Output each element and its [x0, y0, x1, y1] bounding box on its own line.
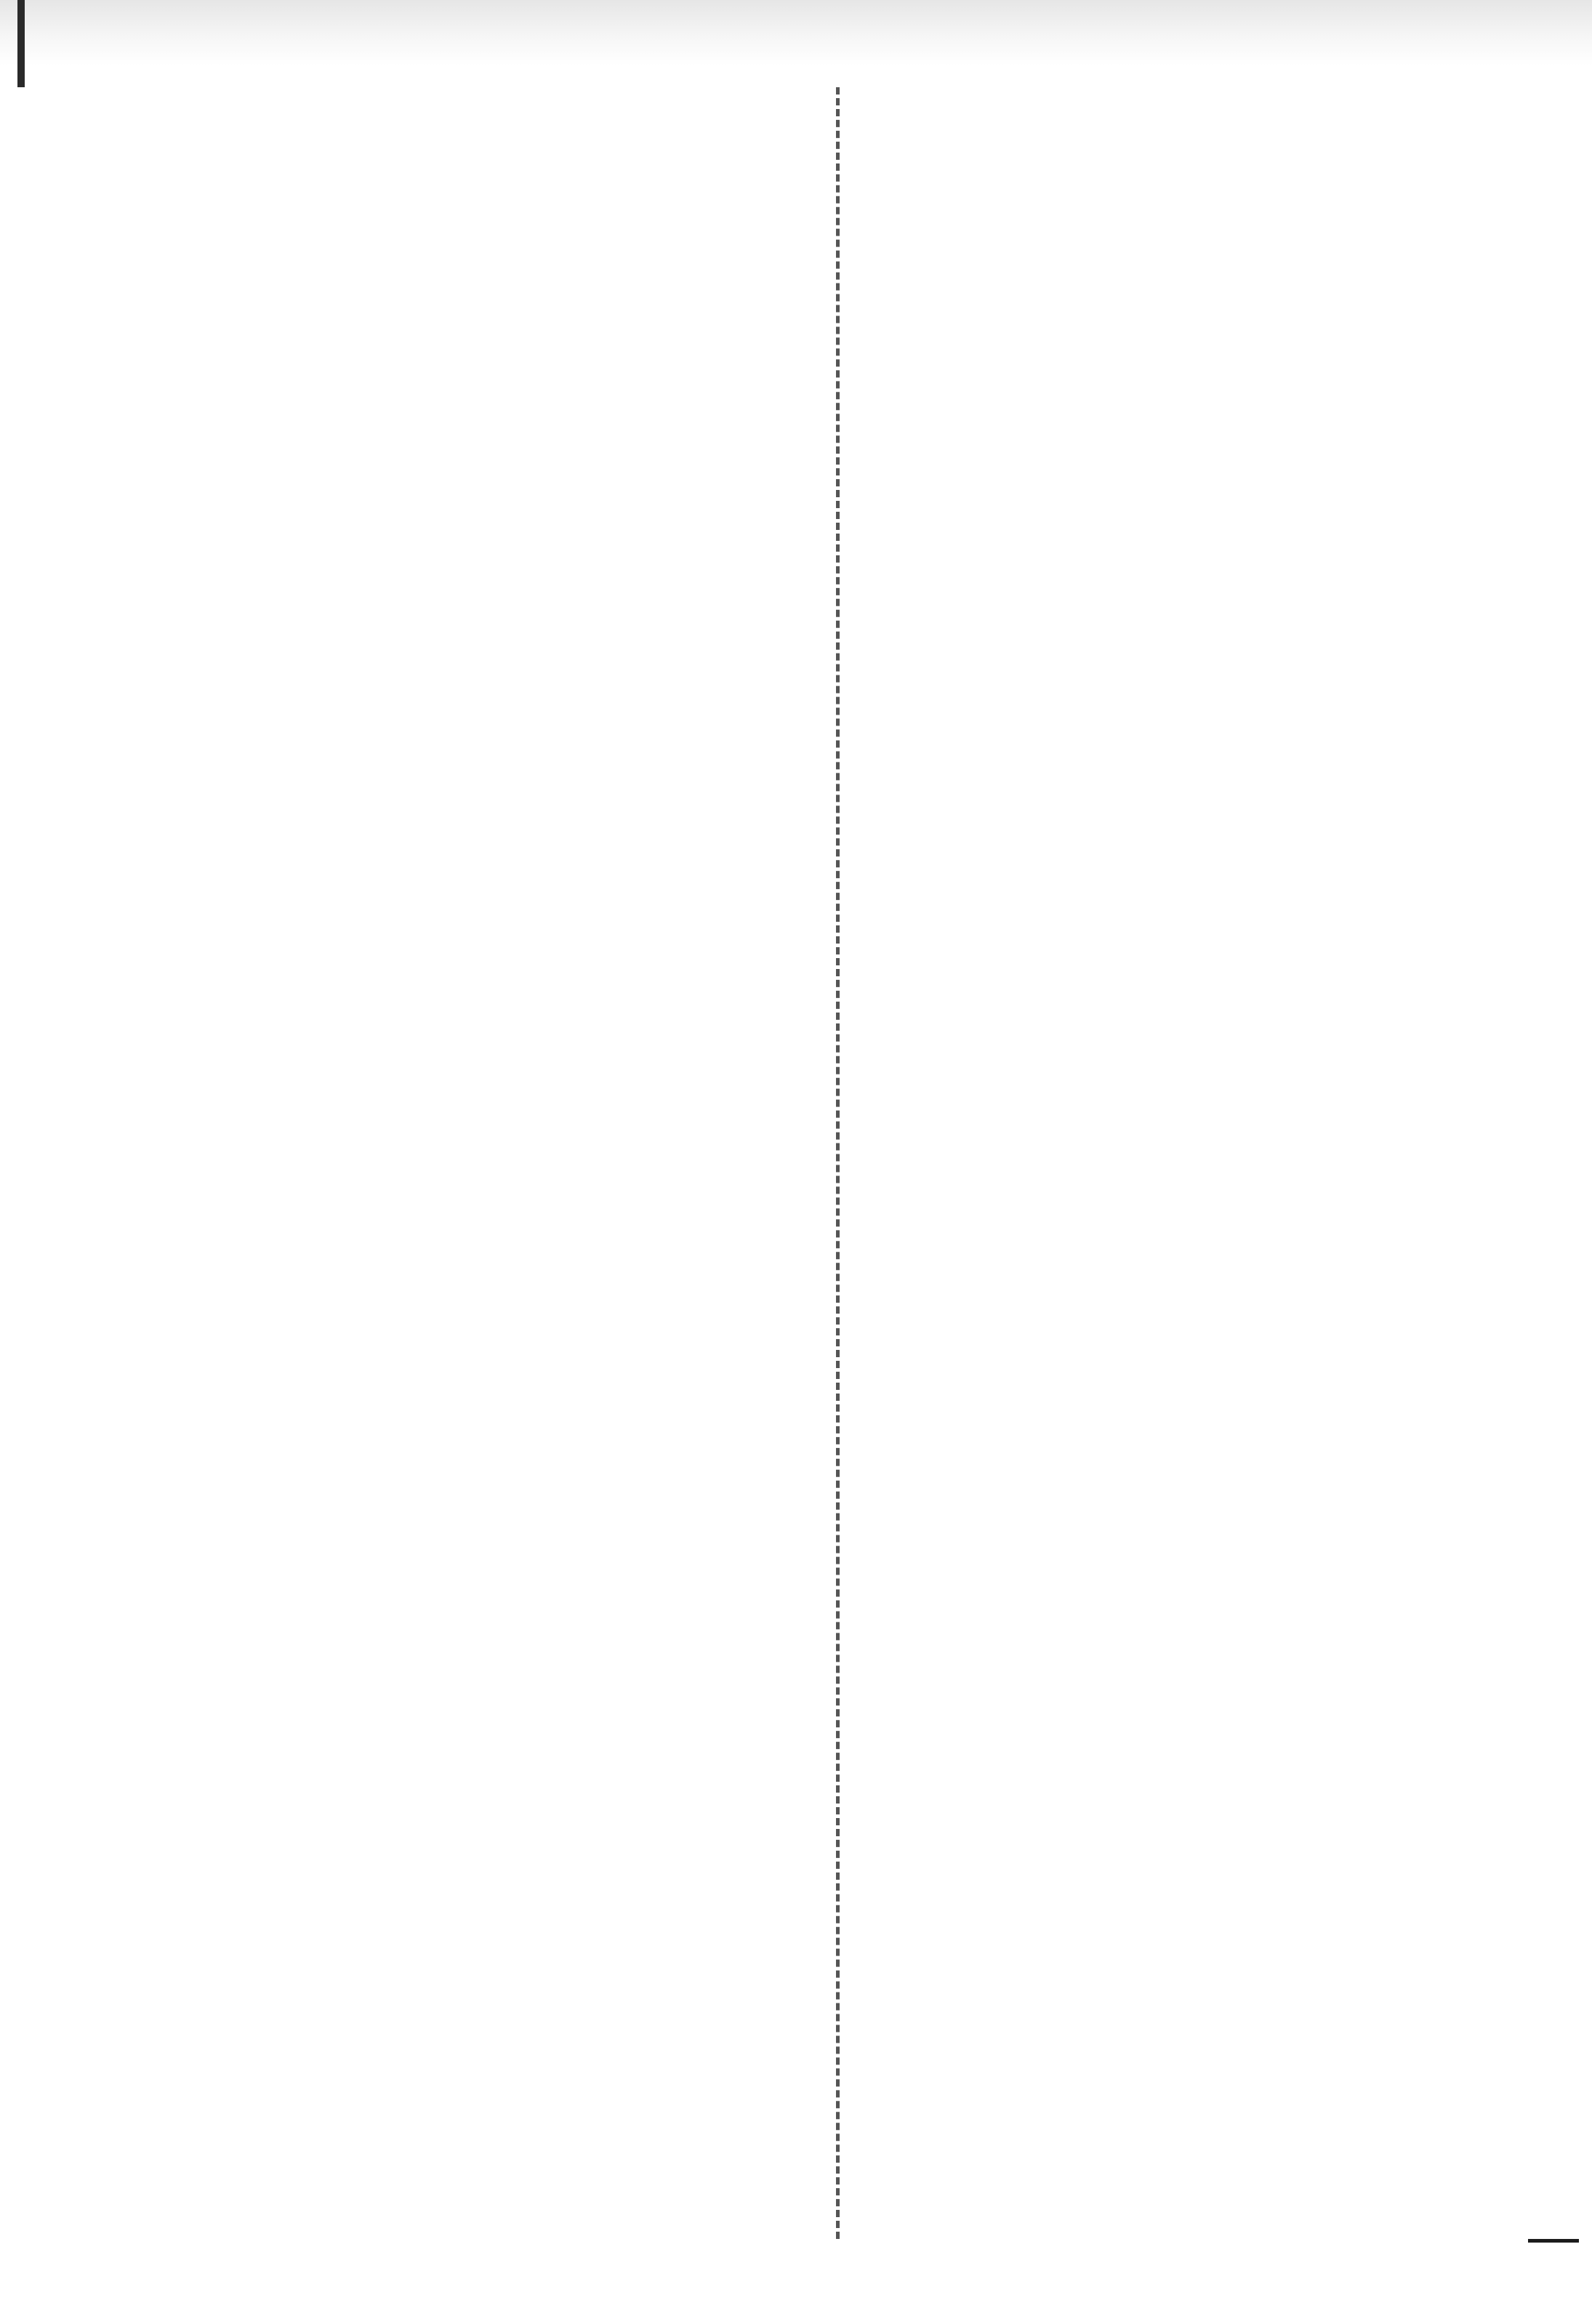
column-divider	[836, 87, 840, 2239]
scan-top-shadow	[0, 0, 1592, 65]
page-number	[1528, 2221, 1592, 2256]
page-number-dash	[1528, 2239, 1579, 2243]
scan-left-edge	[17, 0, 25, 87]
